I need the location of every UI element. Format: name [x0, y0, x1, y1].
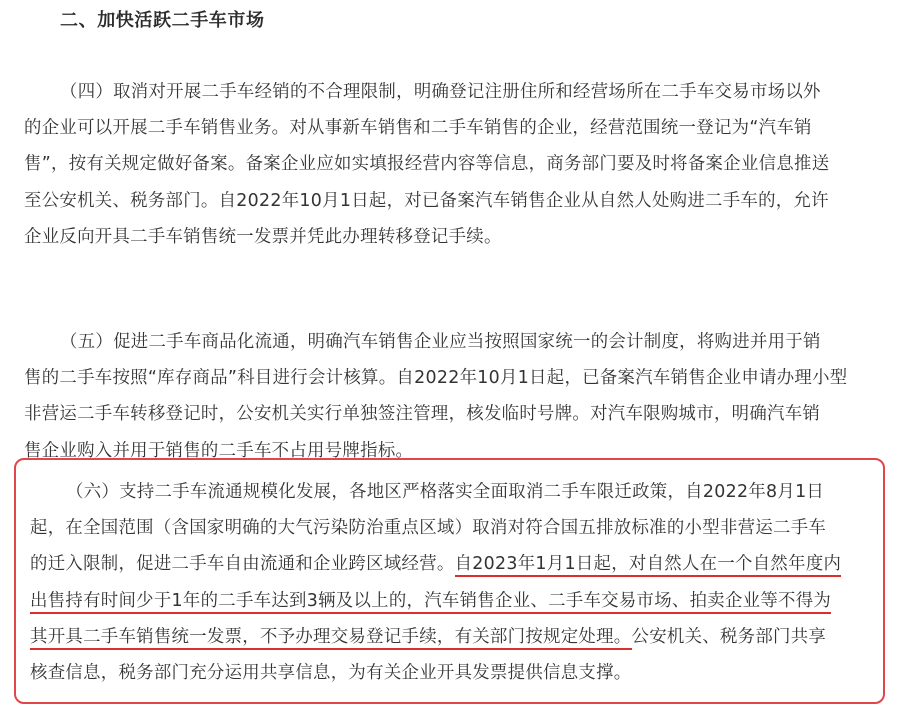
paragraph-6-line [30, 546, 880, 582]
underlined-text: 其开具二手车销售统一发票，不予办理交易登记手续，有关部门按规定处理。 [30, 627, 632, 650]
paragraph-6-line: 起，在全国范围（含国家明确的大气污染防治重点区域）取消对符合国五排放标准的小型非营运二手车 [30, 518, 827, 539]
paragraph-5-line: 非营运二手车转移登记时，公安机关实行单独签注管理，核发临时号牌。对汽车限购城市，明确汽车销 [24, 404, 821, 425]
paragraph-5-line: 售企业购入并用于销售的二手车不占用号牌指标。 [24, 440, 414, 461]
paragraph-4-line: 的企业可以开展二手车销售业务。对从事新车销售和二手车销售的企业，经营范围统一登记为“汽车销 [24, 118, 812, 139]
paragraph-4-line: 至公安机关、税务部门。自2022年10月1日起，对已备案汽车销售企业从自然人处购进二手车的，允许 [24, 190, 829, 211]
paragraph-4-line: 企业反向开具二手车销售统一发票并凭此办理转移登记手续。 [24, 226, 502, 247]
paragraph-6-line: （六）支持二手车流通规模化发展，各地区严格落实全面取消二手车限迁政策，自2022年8月1日 [66, 482, 825, 502]
paragraph-5-line: 售的二手车按照“库存商品”科目进行会计核算。自2022年10月1日起，已备案汽车销售企业申请办理小型 [24, 368, 848, 389]
plain-text: 公安机关、税务部门共享 [631, 626, 827, 647]
paragraph-6-line [30, 619, 880, 655]
paragraph-6-line: 核查信息，税务部门充分运用共享信息，为有关企业开具发票提供信息支撑。 [30, 662, 632, 683]
underlined-text: 出售持有时间少于1年的二手车达到3辆及以上的，汽车销售企业、二手车交易市场、拍卖企业等不得为 [30, 591, 831, 614]
paragraph-6-line [30, 583, 880, 619]
paragraph-4 [24, 74, 876, 255]
section-heading: 二、加快活跃二手车市场 [60, 10, 265, 31]
paragraph-4-line: 售”，按有关规定做好备案。备案企业应如实填报经营内容等信息，商务部门要及时将备案企业信息推送 [24, 154, 830, 175]
paragraph-6 [30, 474, 880, 691]
paragraph-5 [24, 324, 876, 469]
plain-text: 的迁入限制，促进二手车自由流通和企业跨区域经营。 [30, 554, 455, 575]
paragraph-5-line: （五）促进二手车商品化流通，明确汽车销售企业应当按照国家统一的会计制度，将购进并用于销 [60, 332, 821, 352]
underlined-text: 自2023年1月1日起，对自然人在一个自然年度内 [455, 554, 842, 577]
paragraph-4-line: （四）取消对开展二手车经销的不合理限制，明确登记注册住所和经营场所在二手车交易市场以外 [60, 82, 821, 102]
